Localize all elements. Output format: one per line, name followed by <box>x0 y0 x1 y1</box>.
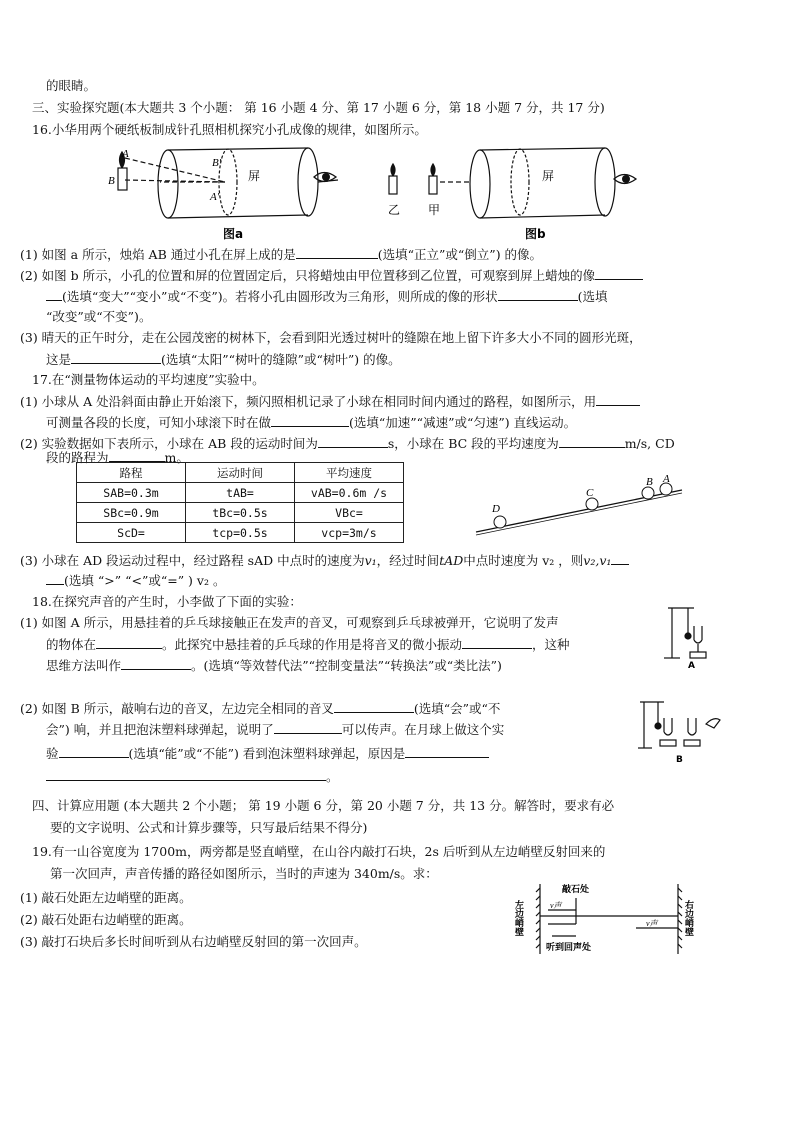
table-header: 路程 <box>77 463 186 483</box>
canyon-label-right: 右边峭壁 <box>683 900 693 936</box>
table-header: 平均速度 <box>295 463 404 483</box>
table-cell: vAB=0.6m /s <box>295 483 404 503</box>
answer-blank[interactable] <box>611 552 629 565</box>
q17-part3-line2: (选填 “>” “<”或“=” ) v₂ 。 <box>46 572 225 589</box>
eye-icon <box>612 170 638 188</box>
fig-label-A: A <box>688 661 695 671</box>
q19-stem-line1: 19.有一山谷宽度为 1700m，两旁都是竖直峭壁，在山谷内敲打石块，2s 后听到从左边峭壁反射回来的 <box>32 844 606 859</box>
q19-part2: (2) 敲石处距右边峭壁的距离。 <box>20 912 192 927</box>
table-cell: tBc=0.5s <box>186 503 295 523</box>
table-cell: tAB= <box>186 483 295 503</box>
ramp-label-A: A <box>663 473 670 485</box>
answer-blank[interactable] <box>96 636 162 649</box>
answer-blank[interactable] <box>46 572 64 585</box>
q18-part2-line4: 。 <box>46 768 339 785</box>
label-A: A <box>122 148 129 160</box>
label-Ap: A′ <box>210 191 220 203</box>
canyon-label-top: 敲石处 <box>562 885 590 895</box>
q18-part1-line3: 思维方法叫作 。(选填“等效替代法”“控制变量法”“转换法”或“类比法”) <box>46 658 502 673</box>
label-B: B <box>108 175 115 187</box>
answer-blank[interactable] <box>46 288 62 301</box>
answer-blank[interactable] <box>274 721 342 734</box>
q17-stem: 17.在“测量物体运动的平均速度”实验中。 <box>32 372 265 387</box>
answer-blank[interactable] <box>462 636 532 649</box>
section-3-heading: 三、实验探究题(本大题共 3 个小题： 第 16 小题 4 分、第 17 小题 6 分，第 18 小题 7 分，共 17 分) <box>32 100 605 115</box>
canyon-label-bottom: 听到回声处 <box>546 943 592 953</box>
q17-part2-line2: 段的路程为 m。 <box>46 450 189 465</box>
canyon-label-left: 左边峭壁 <box>513 900 523 936</box>
canyon-echo-figure <box>513 880 702 960</box>
table-cell: SAB=0.3m <box>77 483 186 503</box>
q19-part3: (3) 敲打石块后多长时间听到从右边峭壁反射回的第一次回声。 <box>20 934 367 949</box>
velocity-label: v声 <box>646 919 658 928</box>
table-cell: tcp=0.5s <box>186 523 295 543</box>
continuation-text: 的眼睛。 <box>46 78 97 93</box>
q16-part2-line1: (2) 如图 b 所示，小孔的位置和屏的位置固定后，只将蜡烛由甲位置移到乙位置，可观察到屏上蜡烛的像 <box>20 267 643 284</box>
q17-part1-line1: (1) 小球从 A 处沿斜面由静止开始滚下，频闪照相机记录了小球在相同时间内通过的路程，如图所示，用 <box>20 393 640 410</box>
table-cell: SBc=0.9m <box>77 503 186 523</box>
q18-part1-line2: 的物体在 。此探究中悬挂着的乒乓球的作用是将音叉的微小振动 ，这种 <box>46 637 570 652</box>
table-row <box>77 523 404 543</box>
data-table <box>76 462 404 543</box>
q17-part3-line1: (3) 小球在 AD 段运动过程中，经过路程 sAD 中点时的速度为v₁，经过时间tAD中点时速度为 v₂ ，则v₂,v₁ <box>20 552 629 569</box>
caption-fig-a: 图a <box>223 227 244 241</box>
answer-blank[interactable] <box>595 267 643 280</box>
velocity-label: v声 <box>550 901 562 910</box>
answer-blank[interactable] <box>59 745 129 758</box>
label-Bp: B′ <box>212 157 222 169</box>
q18-part2-line2: 会”) 响，并且把泡沫塑料球弹起，说明了 可以传声。在月球上做这个实 <box>46 722 505 737</box>
section-4-heading-line1: 四、计算应用题 (本大题共 2 个小题； 第 19 小题 6 分，第 20 小题 7 分，共 13 分。解答时，要求有必 <box>32 798 615 813</box>
q16-part2-line2: (选填“变大”“变小”或“不变”)。若将小孔由圆形改为三角形，则所成的像的形状 (选填 <box>46 288 608 305</box>
label-yi: 乙 <box>388 203 401 217</box>
eye-icon <box>312 168 338 186</box>
answer-blank[interactable] <box>334 700 414 713</box>
q17-part2-line1: (2) 实验数据如下表所示，小球在 AB 段的运动时间为 s，小球在 BC 段的平均速度为 m/s, CD <box>20 436 675 451</box>
q16-part3-line1: (3) 晴天的正午时分，走在公园茂密的树林下，会看到阳光透过树叶的缝隙在地上留下许多大小不同的圆形光斑， <box>20 330 642 345</box>
tuning-fork-figure-a <box>660 600 720 670</box>
table-row <box>77 483 404 503</box>
table-cell: ScD= <box>77 523 186 543</box>
q16-part3-line2: 这是 (选填“太阳”“树叶的缝隙”或“树叶”) 的像。 <box>46 352 401 367</box>
answer-blank[interactable] <box>121 657 191 670</box>
table-cell: vcp=3m/s <box>295 523 404 543</box>
tuning-fork-figure-b <box>636 694 736 764</box>
pinhole-camera-figure-a <box>100 140 350 240</box>
ramp-label-B: B <box>646 476 653 488</box>
label-screen-a: 屏 <box>248 169 261 183</box>
ramp-figure <box>470 470 690 540</box>
q19-part1: (1) 敲石处距左边峭壁的距离。 <box>20 890 192 905</box>
answer-blank[interactable] <box>46 768 326 781</box>
q18-part2-line3: 验 (选填“能”或“不能”) 看到泡沫塑料球弹起，原因是 <box>46 745 489 762</box>
ramp-label-D: D <box>492 503 500 515</box>
table-header: 运动时间 <box>186 463 295 483</box>
answer-blank[interactable] <box>596 393 640 406</box>
answer-blank[interactable] <box>109 449 165 462</box>
table-row <box>77 503 404 523</box>
label-screen-b: 屏 <box>542 169 555 183</box>
answer-blank[interactable] <box>498 288 578 301</box>
fig-label-B: B <box>676 755 683 765</box>
table-cell: VBc= <box>295 503 404 523</box>
label-jia: 甲 <box>428 203 441 217</box>
answer-blank[interactable] <box>271 414 349 427</box>
answer-blank[interactable] <box>405 745 489 758</box>
ramp-label-C: C <box>586 487 594 499</box>
q16-part1: (1) 如图 a 所示，烛焰 AB 通过小孔在屏上成的是 (选填“正立”或“倒立”) 的像。 <box>20 247 543 262</box>
answer-blank[interactable] <box>71 351 161 364</box>
q16-stem: 16.小华用两个硬纸板制成针孔照相机探究小孔成像的规律，如图所示。 <box>32 122 427 137</box>
q16-part2-line3: “改变”或“不变”)。 <box>46 309 152 324</box>
q19-stem-line2: 第一次回声，声音传播的路径如图所示，当时的声速为 340m/s。求： <box>50 866 438 881</box>
section-4-heading-line2: 要的文字说明、公式和计算步骤等，只写最后结果不得分) <box>50 820 368 835</box>
q18-part2-line1: (2) 如图 B 所示，敲响右边的音叉，左边完全相同的音叉 (选填“会”或“不 <box>20 701 501 716</box>
q17-part1-line2: 可测量各段的长度，可知小球滚下时在做 (选填“加速”“减速”或“匀速”) 直线运动。 <box>46 415 577 430</box>
q18-stem: 18.在探究声音的产生时，小李做了下面的实验： <box>32 594 302 609</box>
q18-part1-line1: (1) 如图 A 所示，用悬挂着的乒乓球接触正在发声的音叉，可观察到乒乓球被弹开，它说明了发声 <box>20 615 559 630</box>
answer-blank[interactable] <box>559 435 625 448</box>
table-header-row <box>77 463 404 483</box>
pinhole-camera-figure-b <box>380 140 660 240</box>
answer-blank[interactable] <box>318 435 388 448</box>
answer-blank[interactable] <box>296 246 378 259</box>
caption-fig-b: 图b <box>525 227 546 241</box>
